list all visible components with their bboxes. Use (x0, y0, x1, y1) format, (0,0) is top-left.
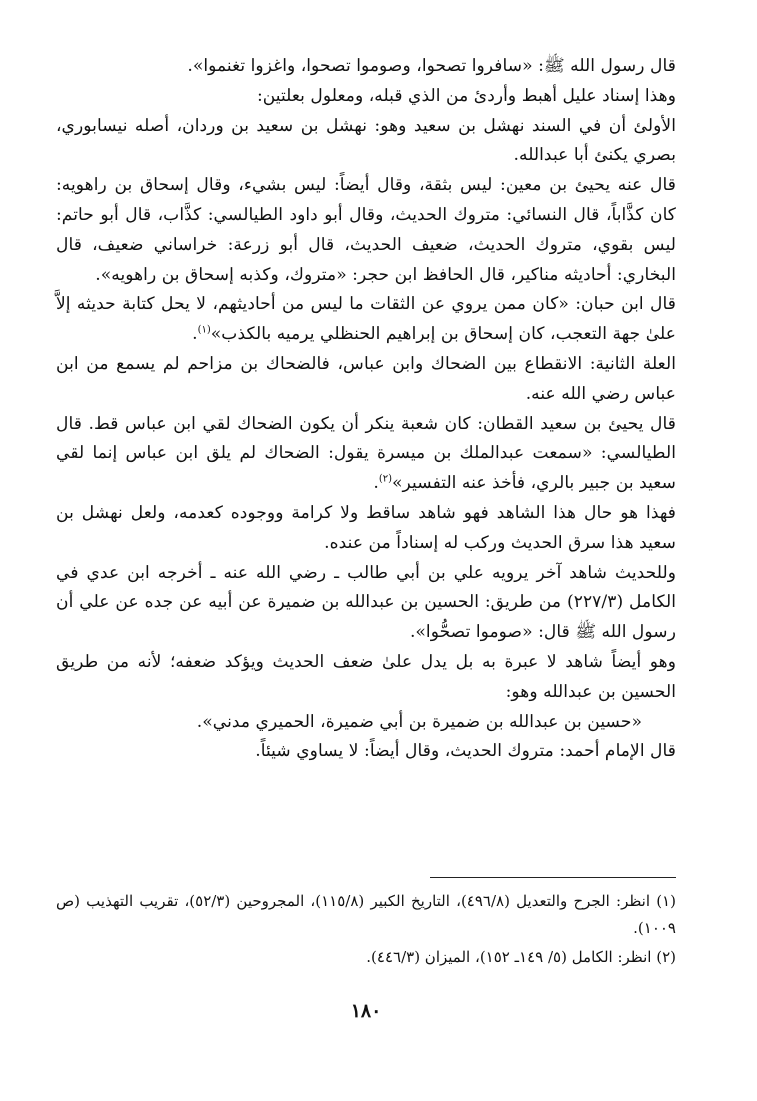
paragraph-tail: . (192, 324, 198, 345)
paragraph-12 (56, 737, 676, 767)
footnote-reference: (١) (197, 324, 211, 336)
paragraph-text: قال يحيئ بن سعيد القطان: كان شعبة ينكر أن يكون الضحاك لقي ابن عباس قط. قال الطيالسي: «سمعت عبدالملك بن ميسرة يقول: الضحاك لم يلق ابن عباس إنما لقي سعيد بن جبير بالري، فأخذ عنه التفسير» (56, 413, 676, 494)
paragraph-text: الأولئ أن في السند نهشل بن سعيد وهو: نهشل بن سعيد بن وردان، أصله نيسابوري، بصري يكنئ أبا عبدالله. (56, 115, 676, 166)
footnote-number: (١) (656, 892, 676, 910)
paragraph-text: العلة الثانية: الانقطاع بين الضحاك وابن عباس، فالضحاك بن مزاحم لم يسمع من ابن عباس رضي الله عنه. (56, 353, 676, 404)
paragraph-6 (56, 350, 676, 410)
footnote-2 (56, 944, 676, 971)
paragraph-text: «حسين بن عبدالله بن ضميرة بن أبي ضميرة، الحميري مدني». (196, 711, 642, 732)
footnote-text: انظر: الكامل (٥/ ١٤٩ـ ١٥٢)، الميزان (٤٤٦/٣). (366, 948, 652, 966)
paragraph-text: قال الإمام أحمد: متروك الحديث، وقال أيضاً: لا يساوي شيئاً. (255, 741, 676, 762)
paragraph-text: وهو أيضاً شاهد لا عبرة به بل يدل علىٰ ضعف الحديث ويؤكد ضعفه؛ لأنه من طريق الحسين بن عبدالله وهو: (56, 651, 676, 702)
footnotes (56, 888, 676, 973)
paragraph-10 (56, 648, 676, 708)
paragraph-text: فهذا هو حال هذا الشاهد فهو شاهد ساقط ولا كرامة ووجوده كعدمه، ولعل نهشل بن سعيد هذا سرق الحديث وركب له إسناداً من عنده. (56, 502, 676, 553)
paragraph-4 (56, 171, 676, 290)
paragraph-5 (56, 290, 676, 350)
page-number: ١٨٠ (350, 1000, 382, 1022)
footnote-reference: (٢) (378, 473, 393, 485)
paragraph-text: وللحديث شاهد آخر يرويه علي بن أبي طالب ـ رضي الله عنه ـ أخرجه ابن عدي في الكامل (٢٢٧/٣) من طريق: الحسين بن عبدالله بن ضميرة عن أبيه عن جده عن علي أن رسول الله ﷺ قال: «صوموا تصحُّوا». (56, 562, 676, 643)
paragraph-tail: . (373, 473, 379, 494)
main-text (56, 52, 676, 767)
paragraph-text: قال ابن حبان: «كان ممن يروي عن الثقات ما ليس من أحاديثهم، لا يحل كتابة حديثه إلاَّ علىٰ جهة التعجب، كان إسحاق بن إبراهيم الحنظلي يرميه بالكذب» (56, 294, 676, 345)
footnote-number: (٢) (656, 948, 676, 966)
paragraph-11-quote (56, 708, 676, 738)
paragraph-1 (56, 52, 676, 82)
footnote-divider (430, 877, 676, 878)
paragraph-3 (56, 112, 676, 172)
paragraph-text: قال رسول الله ﷺ: «سافروا تصحوا، وصوموا تصحوا، واغزوا تغنموا». (187, 56, 676, 76)
paragraph-text: قال عنه يحيئ بن معين: ليس بثقة، وقال أيضاً: ليس بشيء، وقال إسحاق بن راهويه: كان كذَّاباً، قال النسائي: متروك الحديث، وقال أبو داود الطيالسي: كذَّاب، قال أبو حاتم: ليس بقوي، متروك الحديث، ضعيف الحديث، قال أبو زرعة: خراساني ضعيف، قال البخاري: أحاديثه مناكير، قال الحافظ ابن حجر: «متروك، وكذبه إسحاق بن راهويه». (56, 175, 676, 285)
book-page (56, 52, 676, 1052)
paragraph-text: وهذا إسناد عليل أهبط وأردئ من الذي قبله، ومعلول بعلتين: (256, 85, 676, 106)
paragraph-7 (56, 410, 676, 499)
footnote-text: انظر: الجرح والتعديل (٤٩٦/٨)، التاريخ الكبير (١١٥/٨)، المجروحين (٥٢/٣)، تقريب التهذيب (ص ١٠٠٩). (56, 892, 676, 937)
paragraph-9 (56, 559, 676, 648)
footnote-1 (56, 888, 676, 942)
paragraph-8 (56, 499, 676, 559)
paragraph-2 (56, 82, 676, 112)
